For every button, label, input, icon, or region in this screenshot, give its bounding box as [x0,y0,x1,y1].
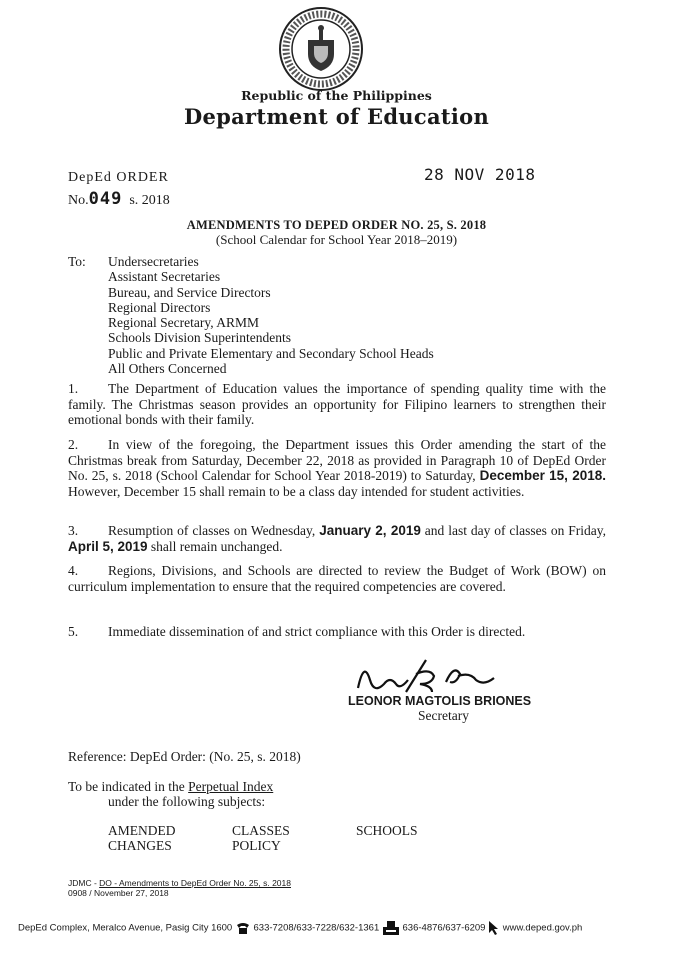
order-series: s. 2018 [129,193,170,208]
recipient-item: Bureau, and Service Directors [108,284,271,300]
subject-item: CLASSES [232,823,290,838]
recipient-item: Assistant Secretaries [108,269,221,285]
subject-item: POLICY [232,838,281,853]
footer-contact-bar [18,920,663,936]
subjects-column-1 [108,823,176,853]
telephone-icon [235,920,251,936]
paragraph-number: 3. [68,523,79,538]
perpetual-index-note [68,779,273,809]
recipient-item: Undersecretaries [108,254,199,269]
footer-address: DepEd Complex, Meralco Avenue, Pasig City 1600 [18,922,233,934]
order-label: DepEd ORDER [68,170,169,185]
subject-item: CHANGES [108,838,172,853]
signatory-name: LEONOR MAGTOLIS BRIONES [348,694,532,708]
paragraph-bold-date: December 15, 2018. [479,468,606,484]
subject-item: AMENDED [108,823,176,838]
footer-ref-prefix: JDMC - [68,878,100,888]
subject-item: SCHOOLS [356,823,418,838]
perpetual-index-link: Perpetual Index [188,779,274,794]
footer-ref-link: DO - Amendments to DepEd Order No. 25, s. 2018 [99,878,291,888]
footer-ref-date: 0908 / November 27, 2018 [68,888,169,898]
order-subtitle: (School Calendar for School Year 2018–2019) [215,232,458,247]
indicated-prefix: To be indicated in the [68,779,189,794]
indicated-line2: under the following subjects: [108,794,266,809]
paragraph-number: 5. [68,624,79,639]
subjects-column-3 [356,823,418,838]
paragraph-number: 2. [68,437,79,452]
deped-seal [278,6,364,92]
paragraph-text: Immediate dissemination of and strict compliance with this Order is directed. [108,624,526,639]
order-number-line [68,189,170,209]
reference-line: Reference: DepEd Order: (No. 25, s. 2018) [68,749,301,764]
fax-icon [382,920,400,936]
recipient-item: Regional Directors [108,299,211,315]
paragraph-text: The Department of Education values the importance of spending quality time with the family. The Christmas season provides an opportunity for Filipino learners to strengthen their emotional bonds with their family. [68,381,606,428]
paragraph-text: and last day of classes on Friday, [420,523,606,538]
footer-reference [68,878,291,898]
date-stamp: 28 NOV 2018 [424,165,536,184]
letterhead-republic: Republic of the Philippines [241,88,432,103]
footer-phone: 633-7208/633-7228/632-1361 [253,922,380,934]
recipient-item: Schools Division Superintendents [108,330,291,346]
signature-image [350,650,500,700]
paragraph-text: shall remain unchanged. [147,538,283,554]
paragraph-4 [68,563,606,594]
paragraph-1 [68,381,606,428]
paragraph-text: Regions, Divisions, and Schools are directed to review the Budget of Work (BOW) on curriculum implementation to ensure that the required competencies are covered. [68,563,606,594]
paragraph-number: 4. [68,563,79,578]
paragraph-bold-date: January 2, 2019 [319,523,421,538]
letterhead-department: Department of Education [183,104,490,129]
recipient-item: Regional Secretary, ARMM [108,315,259,331]
footer-fax: 636-4876/637-6209 [402,922,486,934]
cursor-icon [488,920,500,936]
paragraph-bold-date: April 5, 2019 [68,538,148,554]
paragraph-text: However, December 15 shall remain to be a class day intended for student activities. [68,483,525,499]
to-label: To: [68,254,86,269]
paragraph-5 [68,624,606,640]
order-title: AMENDMENTS TO DEPED ORDER NO. 25, S. 2018 [186,218,487,232]
order-number: 049 [88,189,123,209]
order-no-label: No. [68,193,89,208]
paragraph-text: In view of the foregoing, the Department issues this Order amending the start of the Christmas break from Saturday, December 22, 2018 as provided in Paragraph 10 of DepEd Order No. 25, s. 2018 (School Calendar for School Year 2018-2019) to Saturday, [68,437,606,484]
paragraph-3 [68,523,606,554]
recipient-item: Public and Private Elementary and Secondary School Heads [108,345,434,361]
footer-website: www.deped.gov.ph [502,922,583,934]
paragraph-text: Resumption of classes on Wednesday, [108,523,320,538]
subjects-column-2 [232,823,290,853]
signatory-title: Secretary [418,708,469,723]
recipient-list [108,254,434,376]
recipient-item: All Others Concerned [108,361,227,377]
paragraph-2 [68,437,606,499]
paragraph-number: 1. [68,381,79,396]
